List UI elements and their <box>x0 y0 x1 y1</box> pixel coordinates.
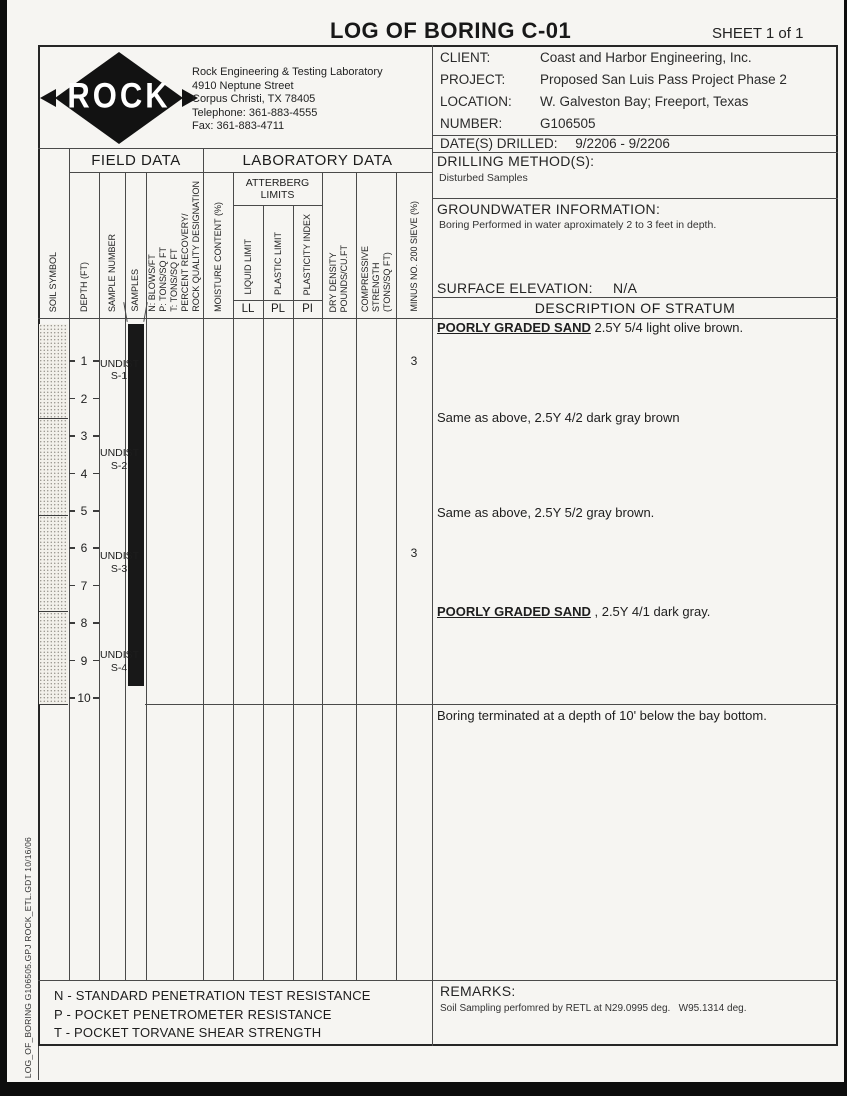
groundwater-label: GROUNDWATER INFORMATION: <box>437 201 661 217</box>
soil-symbol-segment <box>39 324 68 418</box>
depth-tick-left <box>69 585 75 587</box>
depth-tick-left <box>69 435 75 437</box>
stratum-description: POORLY GRADED SAND , 2.5Y 4/1 dark gray. <box>437 604 711 620</box>
depth-mark: 8 <box>80 616 88 631</box>
depth-mark: 5 <box>80 504 88 518</box>
grid-hline <box>432 297 838 298</box>
grid-vline <box>432 45 433 1046</box>
depth-tick-left <box>69 660 75 662</box>
scan-edge-left <box>0 0 7 1082</box>
soil-symbol-segment <box>39 418 68 515</box>
rock-logo-word: ROCK <box>67 75 171 116</box>
column-header-compressive-strength: COMPRESSIVE STRENGTH (TONS/SQ FT) <box>359 245 392 312</box>
project-info-row: LOCATION: W. Galveston Bay; Freeport, Texas <box>440 94 749 109</box>
sheet-number: SHEET 1 of 1 <box>712 25 804 42</box>
column-header-depth: DEPTH (FT) <box>78 262 89 312</box>
company-address-line: Telephone: 361-883-4555 <box>192 106 318 119</box>
drilling-method-label: DRILLING METHOD(S): <box>437 153 595 169</box>
depth-tick-right <box>93 585 99 587</box>
grid-vline <box>263 205 264 980</box>
dates-drilled-label: DATE(S) DRILLED: <box>440 136 558 151</box>
atterberg-limits-header: ATTERBERG LIMITS <box>245 176 310 201</box>
grid-hline <box>38 148 432 149</box>
grid-vline <box>69 148 70 980</box>
grid-vline <box>396 172 397 980</box>
project-info-row: PROJECT: Proposed San Luis Pass Project Phase 2 <box>440 72 787 87</box>
page-title: LOG OF BORING C-01 <box>330 18 572 43</box>
depth-tick-right <box>93 510 99 512</box>
sieve-value: 3 <box>410 546 418 561</box>
abbr-ll: LL <box>241 303 255 315</box>
depth-mark: 1 <box>80 354 88 369</box>
sieve-value: 3 <box>410 353 418 368</box>
termination-line <box>145 704 838 705</box>
grid-hline <box>69 172 432 173</box>
depth-mark: 9 <box>80 653 88 668</box>
company-address-block <box>192 66 383 134</box>
depth-tick-right <box>93 398 99 400</box>
drilling-method-value: Disturbed Samples <box>439 172 528 184</box>
sample-label-name: UNDIST <box>100 447 140 460</box>
depth-tick-right <box>93 547 99 549</box>
sample-label-name: UNDIST <box>100 550 140 563</box>
column-header-minus-200-sieve: MINUS NO. 200 SIEVE (%) <box>408 201 419 312</box>
depth-mark: 2 <box>80 391 88 406</box>
groundwater-value: Boring Performed in water aproximately 2 to 3 feet in depth. <box>439 219 717 231</box>
depth-tick-right <box>93 622 99 624</box>
sample-label-id: S-4 <box>110 661 128 674</box>
abbr-pi: PI <box>302 303 313 315</box>
depth-tick-right <box>93 435 99 437</box>
surface-elevation-label: SURFACE ELEVATION: <box>437 280 593 296</box>
column-header-samples: SAMPLES <box>130 269 140 312</box>
grid-hline <box>233 300 322 301</box>
grid-vline <box>233 172 234 980</box>
column-header-npt: N: BLOWS/FT P: TONS/SQ FT T: TONS/SQ FT PERCENT RECOVERY/ ROCK QUALITY DESIGNATION <box>147 181 201 312</box>
abbr-pl: PL <box>270 303 286 315</box>
sidebar-filename: LOG_OF_BORING G106505.GPJ ROCK_ETL.GDT 10/16/06 <box>23 836 33 1078</box>
depth-tick-left <box>69 510 75 512</box>
depth-tick-left <box>69 547 75 549</box>
company-address-line: Rock Engineering & Testing Laboratory <box>192 66 383 78</box>
grid-hline <box>432 135 838 136</box>
column-header-plasticity-index: PLASTICITY INDEX <box>302 213 312 295</box>
legend-line: T - POCKET TORVANE SHEAR STRENGTH <box>54 1025 322 1040</box>
depth-tick-left <box>69 398 75 400</box>
surface-elevation-row <box>437 280 637 296</box>
column-header-moisture-content: MOISTURE CONTENT (%) <box>212 202 223 312</box>
grid-vline <box>125 172 126 980</box>
dates-drilled-value: 9/2206 - 9/2206 <box>575 136 670 151</box>
company-address-line: 4910 Neptune Street <box>192 79 294 92</box>
column-header-soil-symbol: SOIL SYMBOL <box>48 251 58 312</box>
soil-symbol-segment <box>39 611 68 706</box>
soil-symbol-segment <box>39 515 68 611</box>
grid-vline <box>203 148 204 980</box>
depth-tick-left <box>69 622 75 624</box>
depth-mark: 3 <box>80 429 88 444</box>
stratum-description: Same as above, 2.5Y 5/2 gray brown. <box>437 505 655 521</box>
grid-hline <box>432 152 838 153</box>
grid-vline <box>322 172 323 980</box>
depth-tick-left <box>69 473 75 475</box>
column-header-plastic-limit: PLASTIC LIMIT <box>272 231 283 295</box>
project-info-row: CLIENT: Coast and Harbor Engineering, Inc. <box>440 50 752 65</box>
dates-drilled-row <box>440 136 670 151</box>
termination-note: Boring terminated at a depth of 10' below the bay bottom. <box>437 708 767 724</box>
depth-tick-right <box>93 360 99 362</box>
depth-mark: 10 <box>77 691 91 705</box>
column-header-liquid-limit: LIQUID LIMIT <box>242 239 253 295</box>
sample-label-name: UNDIST <box>100 649 140 662</box>
depth-tick-right <box>93 660 99 662</box>
company-address-line: Corpus Christi, TX 78405 <box>192 93 316 105</box>
scan-edge-bottom <box>0 1082 847 1096</box>
remarks-text: Soil Sampling perfomred by RETL at N29.0995 deg. W95.1314 deg. <box>440 1003 747 1014</box>
sample-label-id: S-2 <box>110 459 128 472</box>
grid-hline <box>38 318 838 319</box>
company-address-line: Fax: 361-883-4711 <box>192 120 285 132</box>
description-of-stratum-header: DESCRIPTION OF STRATUM <box>534 300 736 316</box>
column-header-sample-number: SAMPLE NUMBER <box>106 233 117 312</box>
depth-mark: 7 <box>80 578 88 593</box>
depth-tick-right <box>93 697 99 699</box>
sample-label-id: S-1 <box>110 370 128 383</box>
laboratory-data-header: LABORATORY DATA <box>242 151 393 169</box>
stratum-description: Same as above, 2.5Y 4/2 dark gray brown <box>437 409 680 425</box>
grid-vline <box>293 205 294 980</box>
depth-tick-left <box>69 360 75 362</box>
sample-label-name: UNDIST <box>100 357 140 370</box>
depth-tick-right <box>93 473 99 475</box>
grid-vline <box>99 172 100 980</box>
grid-vline <box>38 1046 39 1080</box>
grid-hline <box>38 980 838 981</box>
column-header-dry-density: DRY DENSITY POUNDS/CU.FT <box>328 244 349 312</box>
field-data-header: FIELD DATA <box>91 151 181 169</box>
sample-label-id: S-3 <box>110 562 128 575</box>
grid-vline <box>356 172 357 980</box>
legend-line: N - STANDARD PENETRATION TEST RESISTANCE <box>54 988 371 1003</box>
legend-line: P - POCKET PENETROMETER RESISTANCE <box>54 1006 332 1022</box>
remarks-label: REMARKS: <box>440 983 516 999</box>
surface-elevation-value: N/A <box>613 280 638 296</box>
depth-mark: 4 <box>80 466 88 481</box>
project-info-row: NUMBER: G106505 <box>440 116 596 131</box>
grid-hline <box>233 205 322 206</box>
grid-vline <box>146 172 147 980</box>
depth-mark: 6 <box>80 541 88 556</box>
stratum-description: POORLY GRADED SAND 2.5Y 5/4 light olive brown. <box>437 320 744 335</box>
depth-tick-left <box>69 697 75 699</box>
grid-hline <box>432 198 838 199</box>
